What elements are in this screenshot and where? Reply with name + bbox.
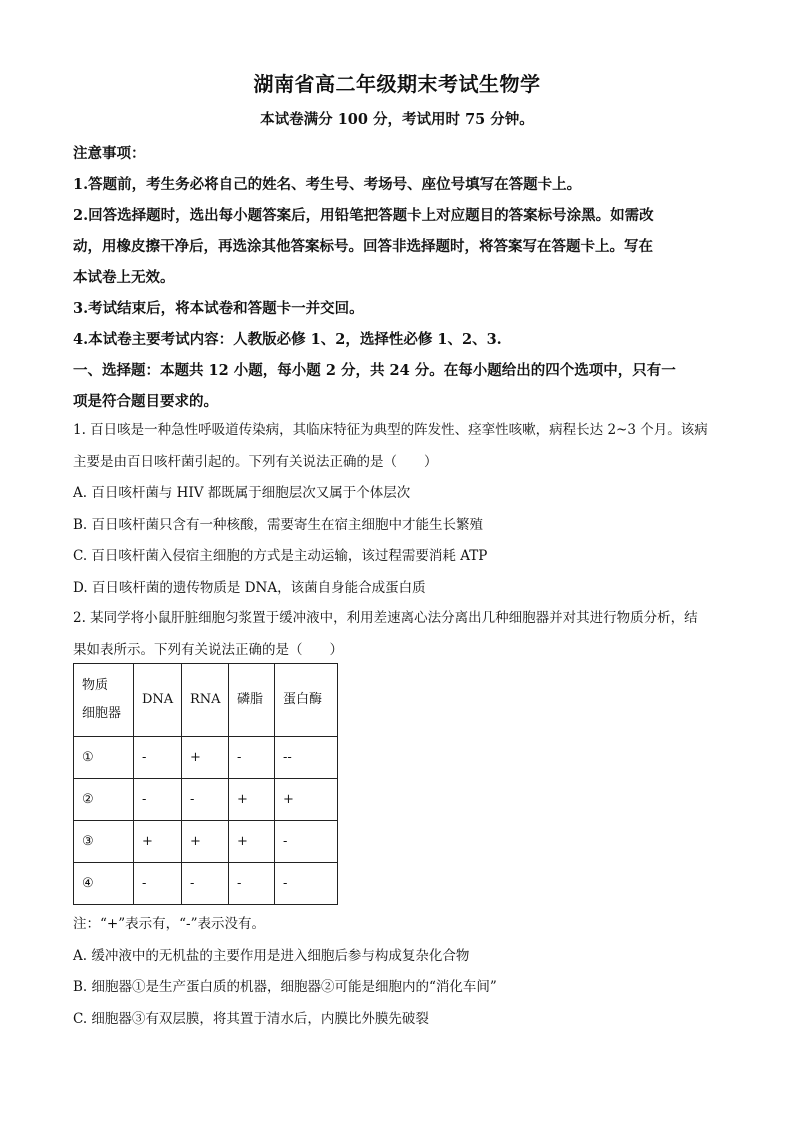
table-cell: + — [275, 779, 338, 821]
question-1 — [73, 415, 723, 604]
table-cell: + — [182, 821, 229, 863]
corner-label-organelle: 细胞器 — [82, 706, 122, 721]
instruction-line: 3.考试结束后，将本试卷和答题卡一并交回。 — [73, 300, 364, 317]
question-2-option-c: C. 细胞器③有双层膜，将其置于清水后，内膜比外膜先破裂 — [73, 1010, 429, 1027]
question-1-stem-cont: 主要是由百日咳杆菌引起的。下列有关说法正确的是（ ） — [73, 453, 438, 470]
row-label: ③ — [74, 821, 134, 863]
table-cell: - — [275, 863, 338, 905]
question-2-stem: 2. 某同学将小鼠肝脏细胞匀浆置于缓冲液中，利用差速离心法分离出几种细胞器并对其进行物质分析，结 — [73, 610, 698, 626]
row-label: ② — [74, 779, 134, 821]
table-cell: -- — [275, 737, 338, 779]
question-1-stem: 1. 百日咳是一种急性呼吸道传染病，其临床特征为典型的阵发性、痉挛性咳嗽，病程长达 2~3 个月。该病 — [73, 422, 708, 438]
column-header: 磷脂 — [229, 664, 275, 737]
question-1-option-d: D. 百日咳杆菌的遗传物质是 DNA，该菌自身能合成蛋白质 — [73, 579, 426, 596]
instruction-line: 动，用橡皮擦干净后，再选涂其他答案标号。回答非选择题时，将答案写在答题卡上。写在 — [73, 238, 653, 255]
instruction-line: 本试卷上无效。 — [73, 269, 175, 286]
instructions-heading: 注意事项： — [73, 145, 146, 162]
row-label: ④ — [74, 863, 134, 905]
table-header-row — [74, 664, 338, 737]
column-header: DNA — [134, 664, 182, 737]
table-cell: - — [229, 737, 275, 779]
exam-title: 湖南省高二年级期末考试生物学 — [253, 72, 541, 96]
table-cell: - — [229, 863, 275, 905]
section-heading: 一、选择题：本题共 12 小题，每小题 2 分，共 24 分。在每小题给出的四个选项中，只有一 — [73, 362, 676, 379]
instruction-line: 1.答题前，考生务必将自己的姓名、考生号、考场号、座位号填写在答题卡上。 — [73, 176, 582, 193]
question-1-option-a: A. 百日咳杆菌与 HIV 都既属于细胞层次又属于个体层次 — [73, 485, 411, 501]
table-cell: - — [134, 863, 182, 905]
instruction-line: 4.本试卷主要考试内容：人教版必修 1、2，选择性必修 1、2、3. — [73, 331, 502, 348]
table-cell: - — [182, 863, 229, 905]
table-corner-cell — [74, 664, 134, 737]
question-1-option-c: C. 百日咳杆菌入侵宿主细胞的方式是主动运输，该过程需要消耗 ATP — [73, 548, 488, 564]
table-note: 注：“+”表示有，“-”表示没有。 — [73, 916, 265, 932]
question-1-option-b: B. 百日咳杆菌只含有一种核酸，需要寄生在宿主细胞中才能生长繁殖 — [73, 516, 484, 533]
table-cell: + — [134, 821, 182, 863]
row-label: ① — [74, 737, 134, 779]
question-2-option-a: A. 缓冲液中的无机盐的主要作用是进入细胞后参与构成复杂化合物 — [73, 947, 470, 964]
table-row — [74, 863, 338, 905]
table-cell: - — [134, 779, 182, 821]
table-row — [74, 779, 338, 821]
table-cell: - — [275, 821, 338, 863]
instruction-line: 2.回答选择题时，选出每小题答案后，用铅笔把答题卡上对应题目的答案标号涂黑。如需改 — [73, 207, 654, 224]
question-2-option-b: B. 细胞器①是生产蛋白质的机器，细胞器②可能是细胞内的“消化车间” — [73, 979, 497, 995]
column-header: RNA — [182, 664, 229, 737]
table-cell: + — [229, 779, 275, 821]
column-header: 蛋白酶 — [275, 664, 338, 737]
table-row — [74, 737, 338, 779]
table-cell: - — [182, 779, 229, 821]
question-2-after-table — [73, 909, 723, 1035]
table-row — [74, 821, 338, 863]
question-2-stem-cont: 果如表所示。下列有关说法正确的是（ ） — [73, 641, 343, 658]
corner-label-substance: 物质 — [82, 678, 109, 693]
instructions — [73, 138, 723, 417]
table-cell: - — [134, 737, 182, 779]
table-cell: + — [182, 737, 229, 779]
exam-subtitle: 本试卷满分 100 分，考试用时 75 分钟。 — [260, 111, 534, 128]
question-2-stem-block — [73, 603, 723, 666]
organelle-table — [73, 663, 338, 905]
section-heading-cont: 项是符合题目要求的。 — [73, 393, 218, 410]
table-cell: + — [229, 821, 275, 863]
